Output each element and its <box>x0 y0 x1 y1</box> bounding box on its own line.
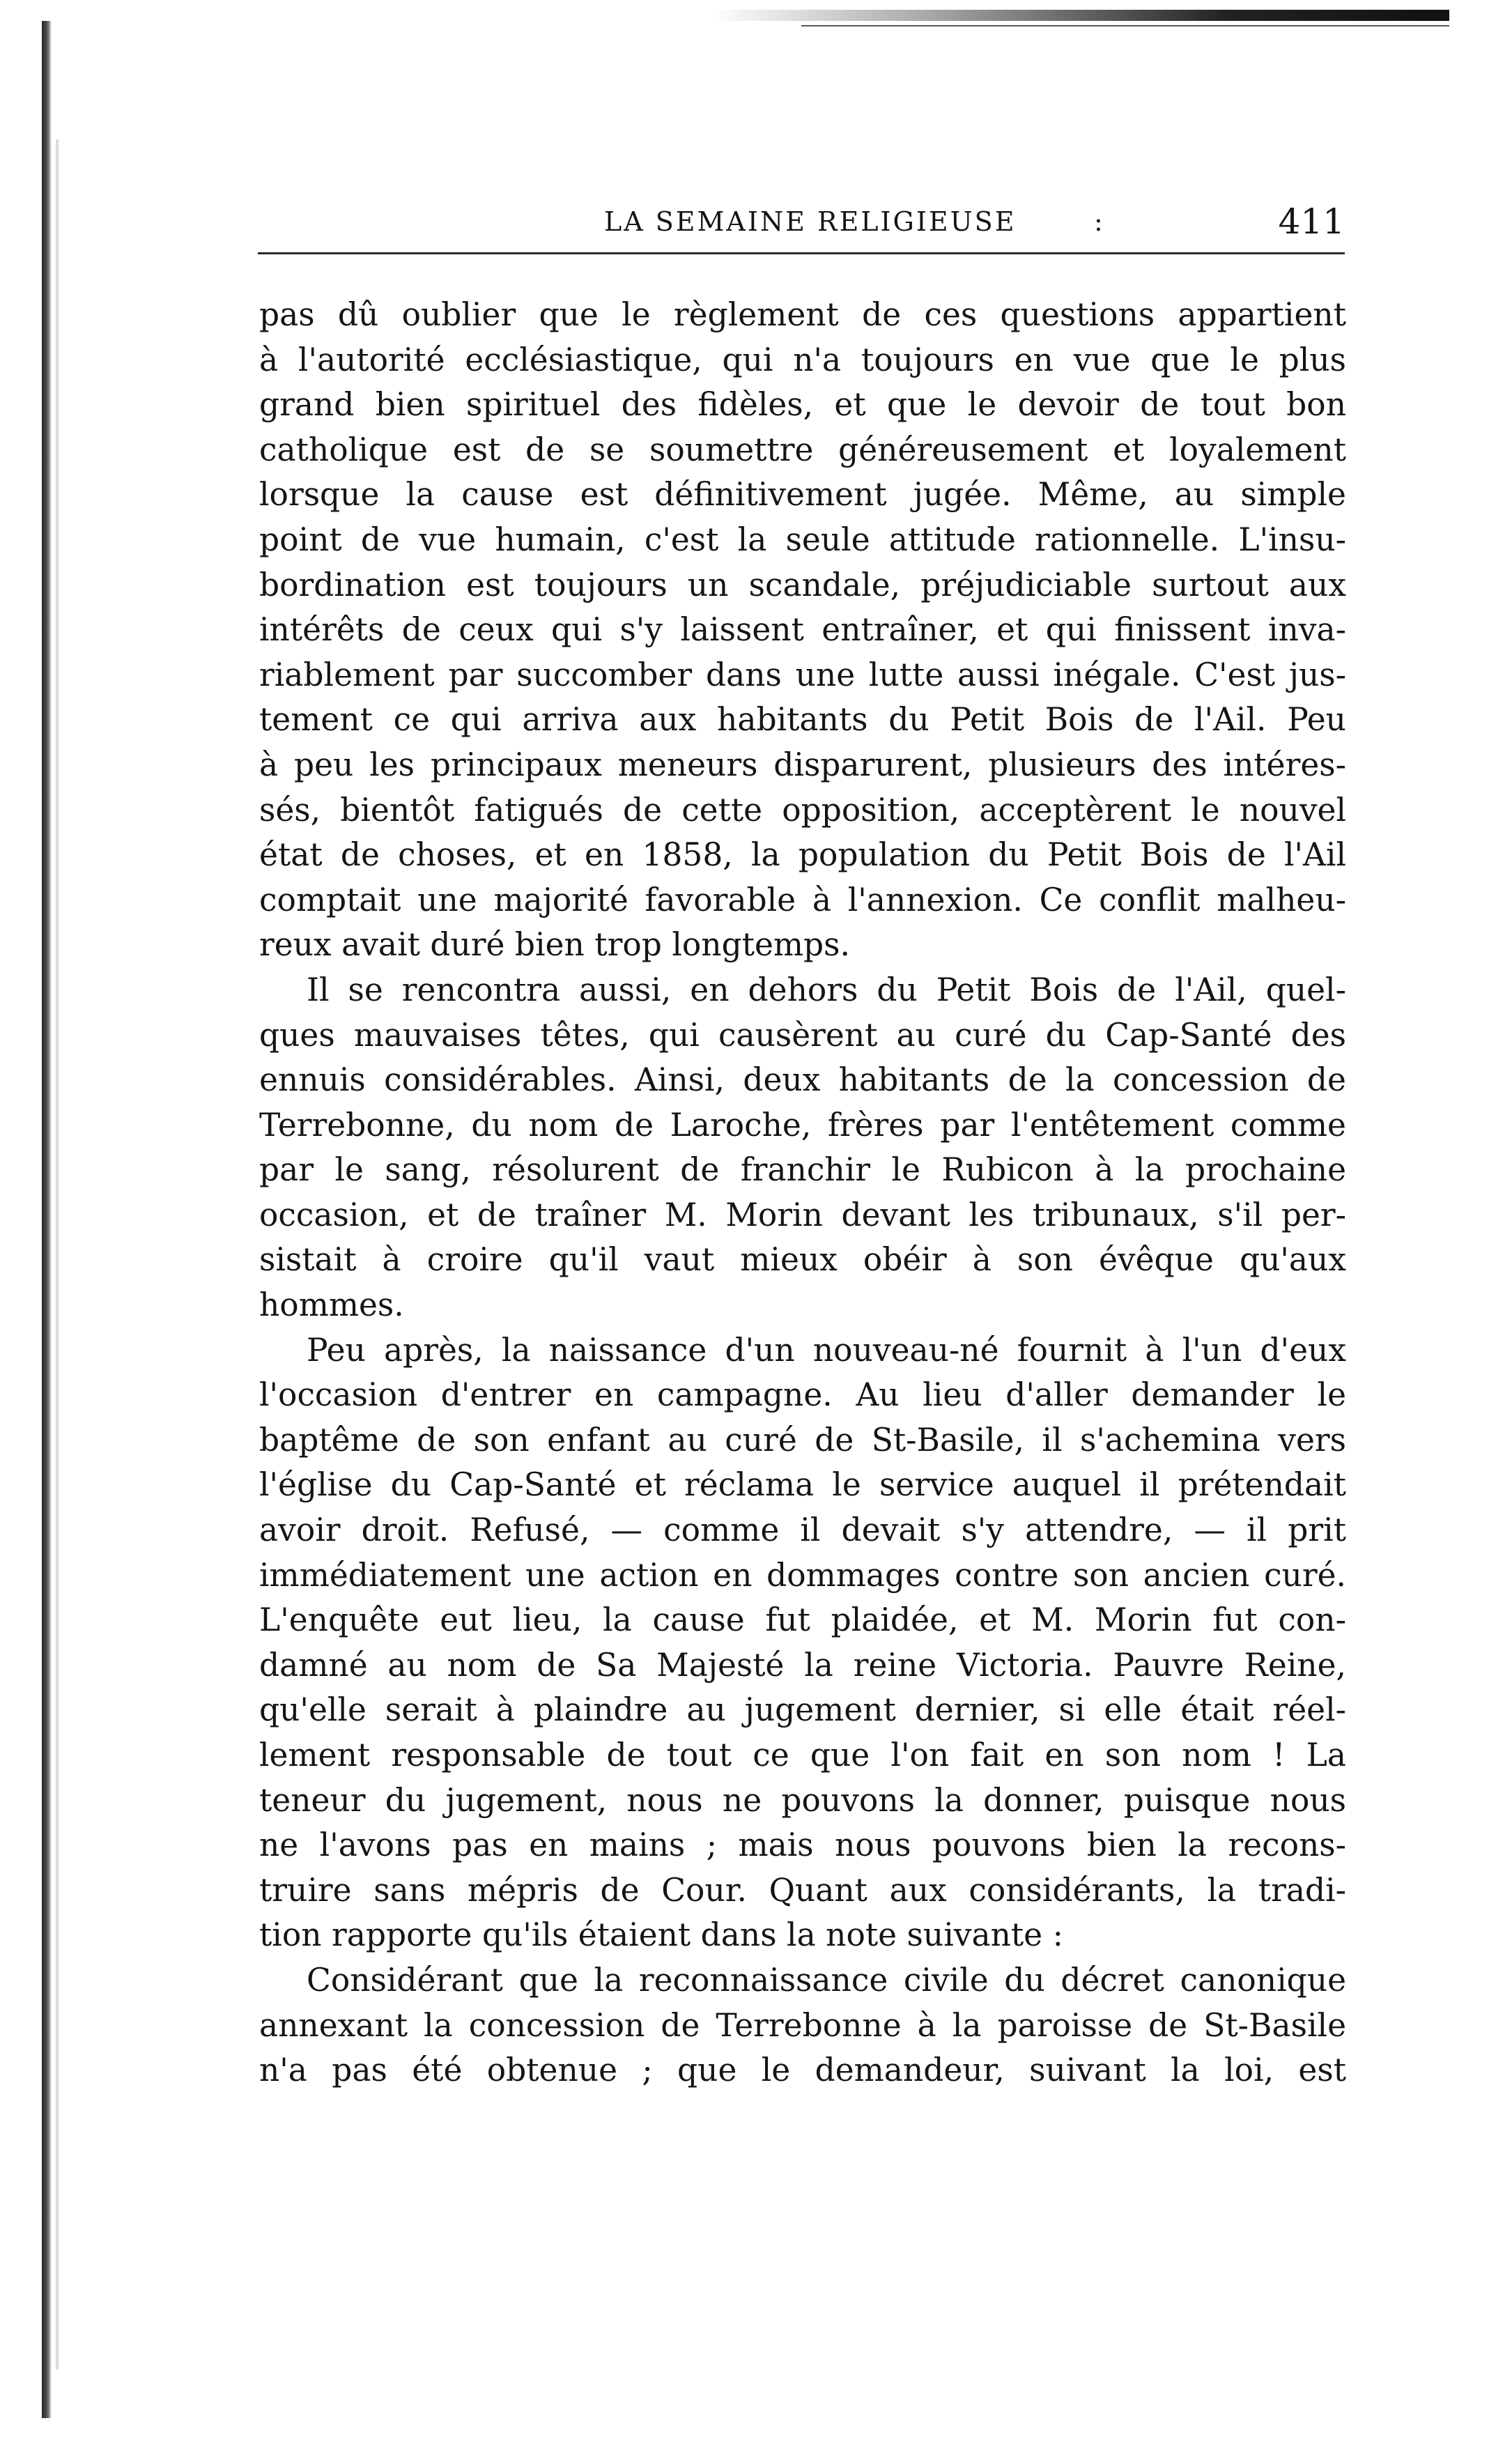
text-line: truire sans mépris de Cour. Quant aux considérants, la tradi- <box>259 1871 1346 1909</box>
text-line: à l'autorité ecclésiastique, qui n'a toujours en vue que le plus <box>259 341 1346 378</box>
text-line: L'enquête eut lieu, la cause fut plaidée, et M. Morin fut con- <box>259 1601 1346 1639</box>
text-line: état de choses, et en 1858, la population du Petit Bois de l'Ail <box>259 836 1346 874</box>
text-line: annexant la concession de Terrebonne à la paroisse de St-Basile <box>259 2006 1346 2044</box>
scan-artifact <box>711 10 1449 21</box>
text-line: immédiatement une action en dommages contre son ancien curé. <box>259 1556 1346 1594</box>
text-line: point de vue humain, c'est la seule attitude rationnelle. L'insu- <box>259 521 1346 558</box>
text-line: intérêts de ceux qui s'y laissent entraîner, et qui finissent inva- <box>259 611 1346 649</box>
text-line: grand bien spirituel des fidèles, et que le devoir de tout bon <box>259 386 1346 424</box>
scan-artifact-line <box>801 25 1449 26</box>
text-line: hommes. <box>259 1286 404 1324</box>
text-line: ennuis considérables. Ainsi, deux habitants de la concession de <box>259 1061 1346 1099</box>
text-line: l'église du Cap-Santé et réclama le service auquel il prétendait <box>259 1466 1346 1504</box>
text-line: Terrebonne, du nom de Laroche, frères par l'entêtement comme <box>259 1106 1346 1144</box>
text-line: ques mauvaises têtes, qui causèrent au curé du Cap-Santé des <box>259 1016 1346 1054</box>
text-line: pas dû oublier que le règlement de ces questions appartient <box>259 296 1346 333</box>
binding-shadow <box>56 139 59 2369</box>
running-mark: : <box>1094 206 1103 237</box>
text-line: ne l'avons pas en mains ; mais nous pouvons bien la recons- <box>259 1826 1346 1864</box>
body-text <box>259 293 1346 2093</box>
page-number: 411 <box>1278 201 1345 242</box>
text-line: sés, bientôt fatigués de cette opposition, acceptèrent le nouvel <box>259 791 1346 829</box>
text-line: Considérant que la reconnaissance civile du décret canonique <box>307 1961 1346 1999</box>
text-line: n'a pas été obtenue ; que le demandeur, suivant la loi, est <box>259 2052 1346 2089</box>
text-line: lorsque la cause est définitivement jugée. Même, au simple <box>259 476 1346 514</box>
text-line: Peu après, la naissance d'un nouveau-né fournit à l'un d'eux <box>307 1331 1346 1369</box>
text-line: par le sang, résolurent de franchir le Rubicon à la prochaine <box>259 1151 1346 1189</box>
text-line: damné au nom de Sa Majesté la reine Victoria. Pauvre Reine, <box>259 1646 1346 1684</box>
text-line: tion rapporte qu'ils étaient dans la note suivante : <box>259 1916 1063 1954</box>
text-line: sistait à croire qu'il vaut mieux obéir à son évêque qu'aux <box>259 1241 1346 1279</box>
running-title: LA SEMAINE RELIGIEUSE <box>604 206 1017 237</box>
text-line: Il se rencontra aussi, en dehors du Petit Bois de l'Ail, quel- <box>307 971 1346 1008</box>
text-line: catholique est de se soumettre généreusement et loyalement <box>259 431 1346 468</box>
text-line: lement responsable de tout ce que l'on fait en son nom ! La <box>259 1737 1346 1774</box>
text-line: qu'elle serait à plaindre au jugement dernier, si elle était réel- <box>259 1691 1346 1729</box>
text-line: comptait une majorité favorable à l'annexion. Ce conflit malheu- <box>259 881 1346 918</box>
text-line: teneur du jugement, nous ne pouvons la donner, puisque nous <box>259 1781 1346 1819</box>
binding-edge <box>42 21 52 2418</box>
text-line: bordination est toujours un scandale, préjudiciable surtout aux <box>259 566 1346 603</box>
text-line: l'occasion d'entrer en campagne. Au lieu d'aller demander le <box>259 1376 1346 1414</box>
text-line: baptême de son enfant au curé de St-Basile, il s'achemina vers <box>259 1421 1346 1459</box>
text-line: tement ce qui arriva aux habitants du Petit Bois de l'Ail. Peu <box>259 701 1346 739</box>
header-rule <box>258 252 1345 254</box>
text-line: occasion, et de traîner M. Morin devant les tribunaux, s'il per- <box>259 1196 1346 1233</box>
text-line: riablement par succomber dans une lutte aussi inégale. C'est jus- <box>259 656 1346 693</box>
text-line: à peu les principaux meneurs disparurent, plusieurs des intéres- <box>259 746 1346 783</box>
text-line: reux avait duré bien trop longtemps. <box>259 926 850 964</box>
text-line: avoir droit. Refusé, — comme il devait s'y attendre, — il prit <box>259 1512 1346 1549</box>
running-head <box>258 201 1345 243</box>
